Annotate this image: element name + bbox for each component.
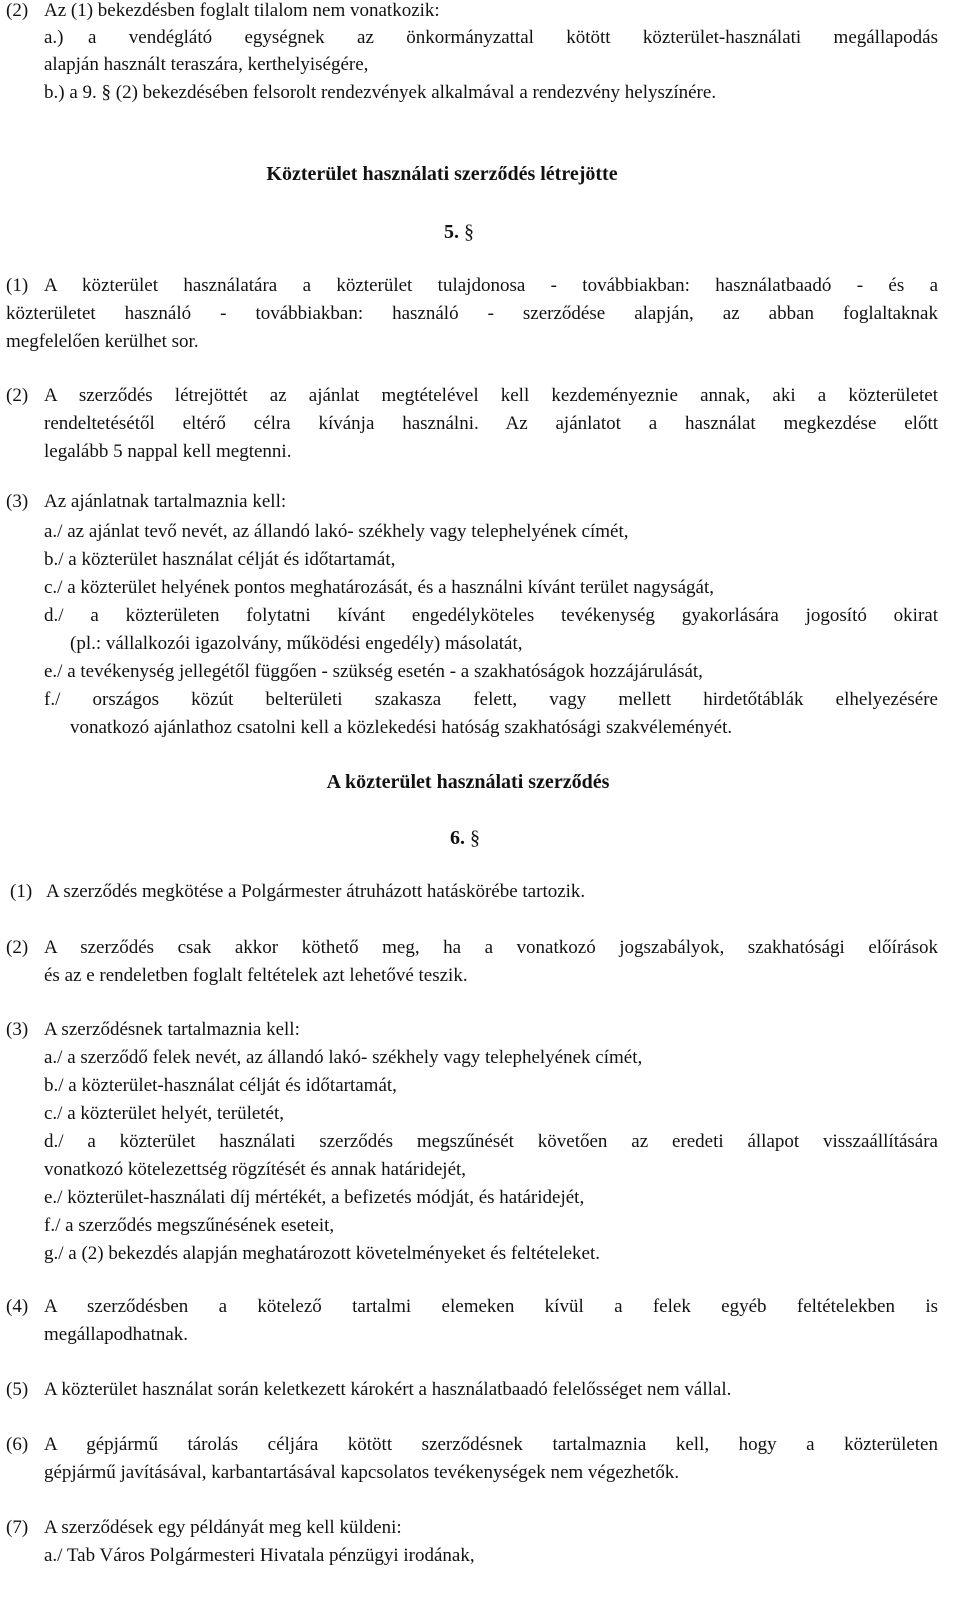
s6-p4-line2: megállapodhatnak. — [44, 1324, 189, 1345]
s5-p3-item-a: a./ az ajánlat tevő nevét, az állandó lakó- székhely vagy telephelyének címét, — [44, 521, 629, 542]
s6-p5-number: (5) — [6, 1379, 29, 1400]
s5-p2-number: (2) — [6, 385, 29, 406]
section-sign: § — [464, 221, 474, 243]
s5-p1-line2: közterületet használó - továbbiakban: használó - szerződése alapján, az abban foglaltaknak — [6, 303, 938, 324]
s5-p3-text: Az ajánlatnak tartalmaznia kell: — [44, 491, 287, 512]
section-6-heading — [450, 824, 480, 852]
s5-p2-line2: rendeltetésétől eltérő célra kívánja használni. Az ajánlatot a használat megkezdése előtt — [44, 413, 938, 434]
s5-p3-item-f-line1: f./ országos közút belterületi szakasza felett, vagy mellett hirdetőtáblák elhelyezésére — [44, 689, 938, 710]
s6-p7-number: (7) — [6, 1517, 29, 1538]
s6-p3-number: (3) — [6, 1019, 29, 1040]
s5-p2-line1: A szerződés létrejöttét az ajánlat megtételével kell kezdeményeznie annak, aki a közterületet — [44, 385, 938, 406]
s6-p3-item-a: a./ a szerződő felek nevét, az állandó lakó- székhely vagy telephelyének címét, — [44, 1047, 643, 1068]
s5-p2-line3: legalább 5 nappal kell megtenni. — [44, 441, 292, 462]
s5-p1-line3: megfelelően kerülhet sor. — [6, 331, 199, 352]
s6-p7-item-a: a./ Tab Város Polgármesteri Hivatala pénzügyi irodának, — [44, 1545, 475, 1566]
s5-p3-item-e: e./ a tevékenység jellegétől függően - szükség esetén - a szakhatóságok hozzájárulását, — [44, 661, 703, 682]
s6-p3-item-f: f./ a szerződés megszűnésének eseteit, — [44, 1215, 335, 1236]
s6-p4-number: (4) — [6, 1296, 29, 1317]
s5-p3-item-f-line2: vonatkozó ajánlathoz csatolni kell a közlekedési hatóság szakhatósági szakvéleményét. — [70, 717, 733, 738]
intro-item-a-label: a.) — [44, 27, 64, 48]
s6-p3-item-g: g./ a (2) bekezdés alapján meghatározott követelményeket és feltételeket. — [44, 1243, 601, 1264]
s6-p1-text: A szerződés megkötése a Polgármester átruházott hatáskörébe tartozik. — [46, 881, 586, 902]
s6-p4-line1: A szerződésben a kötelező tartalmi elemeken kívül a felek egyéb feltételekben is — [44, 1296, 938, 1317]
s6-p5-text: A közterület használat során keletkezett károkért a használatbaadó felelősséget nem vállal. — [44, 1379, 732, 1400]
intro-item-a-line2: alapján használt teraszára, kerthelyiségére, — [44, 54, 369, 75]
section-sign: § — [470, 827, 480, 849]
intro-item-a-line1: a vendéglátó egységnek az önkormányzattal kötött közterület-használati megállapodás — [88, 27, 938, 48]
heading-kozterulet-hasznalati-szerzodes: A közterület használati szerződés — [326, 771, 610, 793]
intro-text: Az (1) bekezdésben foglalt tilalom nem vonatkozik: — [44, 0, 440, 21]
intro-number: (2) — [6, 0, 29, 21]
intro-item-b: b.) a 9. § (2) bekezdésében felsorolt rendezvények alkalmával a rendezvény helyszínére. — [44, 82, 717, 103]
s5-p3-item-d-line1: d./ a közterületen folytatni kívánt engedélyköteles tevékenység gyakorlására jogosító okirat — [44, 605, 938, 626]
s5-p3-item-b: b./ a közterület használat célját és időtartamát, — [44, 549, 396, 570]
section-5-number: 5. — [444, 221, 459, 243]
s6-p2-line2: és az e rendeletben foglalt feltételek azt lehetővé teszik. — [44, 965, 468, 986]
s6-p3-item-b: b./ a közterület-használat célját és időtartamát, — [44, 1075, 397, 1096]
s6-p3-item-d-line1: d./ a közterület használati szerződés megszűnését követően az eredeti állapot visszaállítására — [44, 1131, 938, 1152]
s6-p6-line2: gépjármű javításával, karbantartásával kapcsolatos tevékenységek nem végezhetők. — [44, 1462, 680, 1483]
section-5-heading — [444, 218, 474, 246]
s5-p3-number: (3) — [6, 491, 29, 512]
s6-p2-number: (2) — [6, 937, 29, 958]
s5-p3-item-c: c./ a közterület helyének pontos meghatározását, és a használni kívánt terület nagyságát, — [44, 577, 715, 598]
s5-p1-line1: A közterület használatára a közterület tulajdonosa - továbbiakban: használatbaadó - és a — [44, 275, 938, 296]
heading-kozterulet-szerzodes-letrejotte: Közterület használati szerződés létrejötte — [266, 163, 618, 185]
s6-p1-number: (1) — [10, 881, 33, 902]
s5-p1-number: (1) — [6, 275, 29, 296]
section-6-number: 6. — [450, 827, 465, 849]
s6-p7-text: A szerződések egy példányát meg kell küldeni: — [44, 1517, 402, 1538]
s6-p6-line1: A gépjármű tárolás céljára kötött szerződésnek tartalmaznia kell, hogy a közterületen — [44, 1434, 938, 1455]
s5-p3-item-d-line2: (pl.: vállalkozói igazolvány, működési engedély) másolatát, — [70, 633, 523, 654]
s6-p6-number: (6) — [6, 1434, 29, 1455]
s6-p3-item-d-line2: vonatkozó kötelezettség rögzítését és annak határidejét, — [44, 1159, 467, 1180]
s6-p2-line1: A szerződés csak akkor köthető meg, ha a vonatkozó jogszabályok, szakhatósági előírások — [44, 937, 938, 958]
s6-p3-item-e: e./ közterület-használati díj mértékét, a befizetés módját, és határidejét, — [44, 1187, 585, 1208]
s6-p3-text: A szerződésnek tartalmaznia kell: — [44, 1019, 300, 1040]
s6-p3-item-c: c./ a közterület helyét, területét, — [44, 1103, 285, 1124]
